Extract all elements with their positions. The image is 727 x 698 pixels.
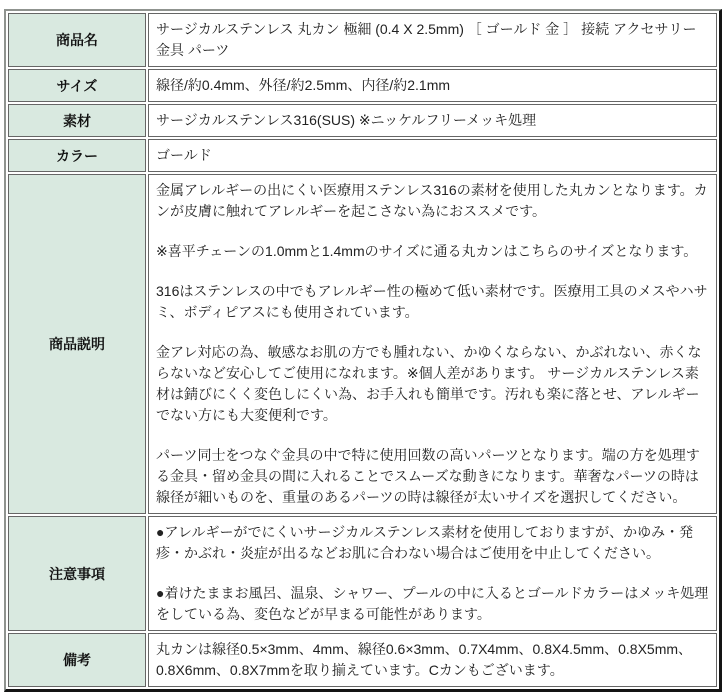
material-text: サージカルステンレス316(SUS) ※ニッケルフリーメッキ処理 — [156, 112, 537, 128]
row-label-cautions: 注意事項 — [8, 516, 146, 631]
row-label-size: サイズ — [8, 69, 146, 102]
remarks-text: 丸カンは線径0.5×3mm、4mm、線径0.6×3mm、0.7X4mm、0.8X4.5mm、0.8X5mm、0.8X6mm、0.8X7mmを取り揃えています。Cカンもございます。 — [156, 641, 693, 678]
row-label-description: 商品説明 — [8, 174, 146, 514]
product-spec-table — [4, 9, 722, 692]
table-row-cautions — [8, 516, 717, 631]
description-paragraph: 316はステンレスの中でもアレルギー性の極めて低い素材です。医療用工具のメスやハサミ、ボディピアスにも使用されています。 — [156, 283, 708, 320]
row-label-remarks: 備考 — [8, 633, 146, 687]
row-value-size — [148, 69, 717, 102]
description-paragraph: パーツ同士をつなぐ金具の中で特に使用回数の高いパーツとなります。端の方を処理する金具・留め金具の間に入れることでスムーズな動きになります。華奢なパーツの時は線径が細いものを、重量のあるパーツの時は線径が太いサイズを選択してください。 — [156, 447, 700, 505]
caution-item: ●アレルギーがでにくいサージカルステンレス素材を使用しておりますが、かゆみ・発疹・かぶれ・炎症が出るなどお肌に合わない場合はご使用を中止してください。 — [156, 524, 694, 561]
table-row-product-name — [8, 13, 717, 67]
table-row-description — [8, 174, 717, 514]
row-value-material — [148, 104, 717, 137]
size-text: 線径/約0.4mm、外径/約2.5mm、内径/約2.1mm — [156, 77, 451, 93]
description-paragraph: 金属アレルギーの出にくい医療用ステンレス316の素材を使用した丸カンとなります。カンが皮膚に触れてアレルギーを起こさない為におススメです。 — [156, 182, 708, 219]
table-row-remarks — [8, 633, 717, 687]
row-value-color — [148, 139, 717, 172]
row-value-product-name — [148, 13, 717, 67]
color-text: ゴールド — [156, 147, 212, 163]
row-value-description — [148, 174, 717, 514]
row-label-material: 素材 — [8, 104, 146, 137]
table-row-size — [8, 69, 717, 102]
table-row-color — [8, 139, 717, 172]
caution-item: ●着けたままお風呂、温泉、シャワー、プールの中に入るとゴールドカラーはメッキ処理をしている為、変色などが早まる可能性があります。 — [156, 585, 709, 622]
description-paragraph: ※喜平チェーンの1.0mmと1.4mmのサイズに通る丸カンはこちらのサイズとなります。 — [156, 243, 698, 259]
row-value-remarks — [148, 633, 717, 687]
description-paragraph: 金アレ対応の為、敏感なお肌の方でも腫れない、かゆくならない、かぶれない、赤くならないなど安心してご使用になれます。※個人差があります。 サージカルステンレス素材は錆びにくく変色しにくい為、お手入れも簡単です。汚れも楽に落とせ、アレルギーでない方にも大変便利です。 — [156, 344, 702, 423]
row-label-product-name: 商品名 — [8, 13, 146, 67]
row-value-cautions — [148, 516, 717, 631]
row-label-color: カラー — [8, 139, 146, 172]
product-name-text: サージカルステンレス 丸カン 極細 (0.4 X 2.5mm) ［ ゴールド 金 ］ 接続 アクセサリー 金具 パーツ — [156, 21, 697, 58]
table-row-material — [8, 104, 717, 137]
